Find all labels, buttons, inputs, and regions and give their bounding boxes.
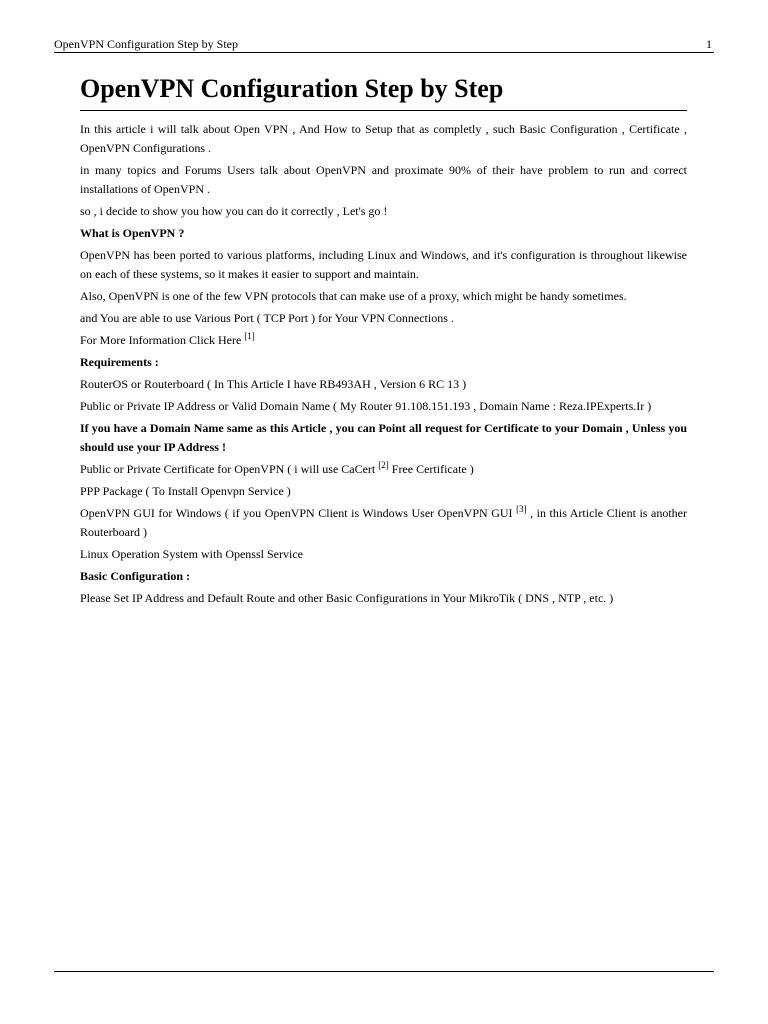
basic-config-paragraph: Please Set IP Address and Default Route and other Basic Configurations in Your MikroTik ( DNS , NTP , etc. ) [80, 591, 614, 605]
running-header-title: OpenVPN Configuration Step by Step [54, 37, 238, 51]
section-heading-basic-config: Basic Configuration : [80, 569, 191, 583]
page-title: OpenVPN Configuration Step by Step [80, 74, 504, 103]
section-heading-requirements: Requirements : [80, 355, 159, 369]
article-body [80, 120, 687, 611]
page-number: 1 [706, 37, 712, 51]
what-is-paragraph-3: and You are able to use Various Port ( TCP Port ) for Your VPN Connections . [80, 311, 454, 325]
requirement-note: If you have a Domain Name same as this Article , you can Point all request for Certificate to your Domain , Unless you should use your IP Address ! [80, 421, 687, 454]
intro-paragraph-1: In this article i will talk about Open VPN , And How to Setup that as completly , such Basic Configuration , Certificate , OpenVPN Configurations . [80, 122, 687, 155]
title-divider [80, 110, 687, 111]
requirement-text: OpenVPN GUI for Windows ( if you OpenVPN Client is Windows User OpenVPN GUI [80, 506, 517, 520]
requirement-item: Public or Private IP Address or Valid Domain Name ( My Router 91.108.151.193 , Domain Name : Reza.IPExperts.Ir ) [80, 399, 652, 413]
reference-1-link[interactable]: [1] [244, 331, 255, 341]
header-divider [54, 52, 714, 53]
requirement-text: Public or Private Certificate for OpenVPN ( i will use CaCert [80, 462, 379, 476]
intro-paragraph-2: in many topics and Forums Users talk about OpenVPN and proximate 90% of their have problem to run and correct installations of OpenVPN . [80, 163, 687, 196]
requirement-item: PPP Package ( To Install Openvpn Service ) [80, 484, 291, 498]
requirement-item [80, 460, 687, 479]
footer-divider [54, 971, 714, 972]
requirement-text: , in this Article Client is another Routerboard ) [80, 506, 687, 539]
requirement-item [80, 504, 687, 542]
more-info-line [80, 331, 687, 350]
section-heading-what-is: What is OpenVPN ? [80, 226, 185, 240]
requirement-item: Linux Operation System with Openssl Service [80, 547, 303, 561]
reference-3-link[interactable]: [3] [516, 504, 527, 514]
requirement-item: RouterOS or Routerboard ( In This Article I have RB493AH , Version 6 RC 13 ) [80, 377, 467, 391]
what-is-paragraph-2: Also, OpenVPN is one of the few VPN protocols that can make use of a proxy, which might be handy sometimes. [80, 289, 627, 303]
intro-paragraph-3: so , i decide to show you how you can do it correctly , Let's go ! [80, 204, 388, 218]
reference-2-link[interactable]: [2] [378, 460, 389, 470]
running-header [54, 36, 714, 52]
what-is-paragraph-1: OpenVPN has been ported to various platforms, including Linux and Windows, and it's configuration is throughout likewise on each of these systems, so it makes it easier to support and maintain. [80, 248, 687, 281]
more-info-link[interactable]: For More Information Click Here [80, 333, 245, 347]
requirement-text: Free Certificate ) [388, 462, 474, 476]
